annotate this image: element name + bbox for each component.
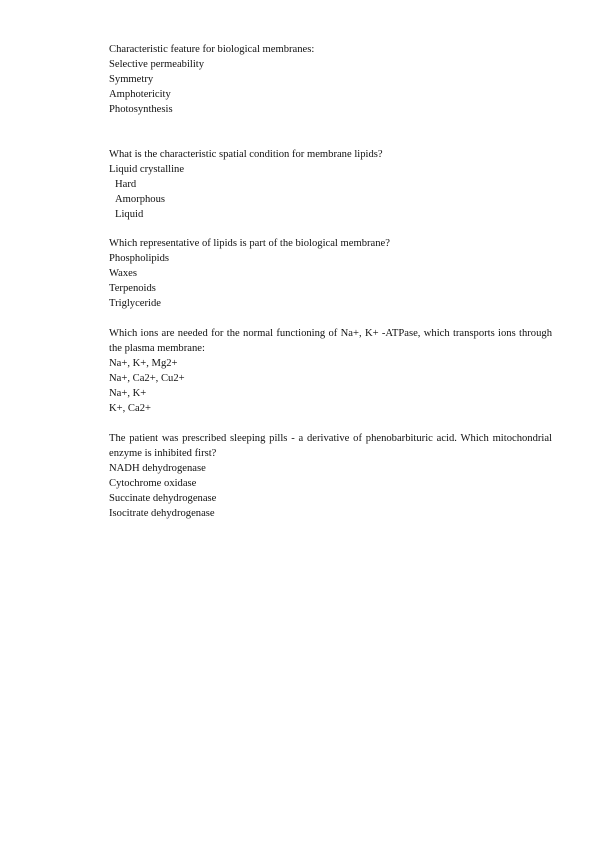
question-text: Characteristic feature for biological membranes: bbox=[109, 44, 315, 55]
answer-option: Triglyceride bbox=[109, 298, 161, 309]
answer-option: Photosynthesis bbox=[109, 104, 173, 115]
answer-option: NADH dehydrogenase bbox=[109, 463, 206, 474]
question-text: Which ions are needed for the normal functioning of Na+, K+ -ATPase, which transports ions through the plasma membrane: bbox=[109, 328, 552, 354]
question-block-2 bbox=[109, 147, 552, 222]
answer-option: Na+, K+ bbox=[109, 388, 147, 399]
answer-option: Liquid bbox=[115, 209, 144, 220]
answer-option: Waxes bbox=[109, 268, 137, 279]
answer-option: Isocitrate dehydrogenase bbox=[109, 508, 215, 519]
question-block-5 bbox=[109, 431, 552, 521]
answer-option: Hard bbox=[115, 179, 137, 190]
answer-option: Selective permeability bbox=[109, 59, 205, 70]
question-block-3 bbox=[109, 236, 552, 311]
answer-option: Na+, Ca2+, Cu2+ bbox=[109, 373, 185, 384]
answer-option: K+, Ca2+ bbox=[109, 403, 151, 414]
answer-option: Na+, K+, Mg2+ bbox=[109, 358, 178, 369]
answer-option: Cytochrome oxidase bbox=[109, 478, 197, 489]
question-text: The patient was prescribed sleeping pills - a derivative of phenobarbituric acid. Which mitochondrial enzyme is inhibited first? bbox=[109, 433, 552, 459]
question-text: What is the characteristic spatial condition for membrane lipids? bbox=[109, 149, 383, 160]
answer-option: Succinate dehydrogenase bbox=[109, 493, 217, 504]
answer-option: Phospholipids bbox=[109, 253, 170, 264]
question-text: Which representative of lipids is part of the biological membrane? bbox=[109, 238, 390, 249]
answer-option: Liquid crystalline bbox=[109, 164, 185, 175]
answer-option: Terpenoids bbox=[109, 283, 156, 294]
answer-option: Amphotericity bbox=[109, 89, 171, 100]
answer-option: Amorphous bbox=[115, 194, 166, 205]
question-block-1 bbox=[109, 42, 552, 117]
answer-option: Symmetry bbox=[109, 74, 154, 85]
question-block-4 bbox=[109, 326, 552, 416]
